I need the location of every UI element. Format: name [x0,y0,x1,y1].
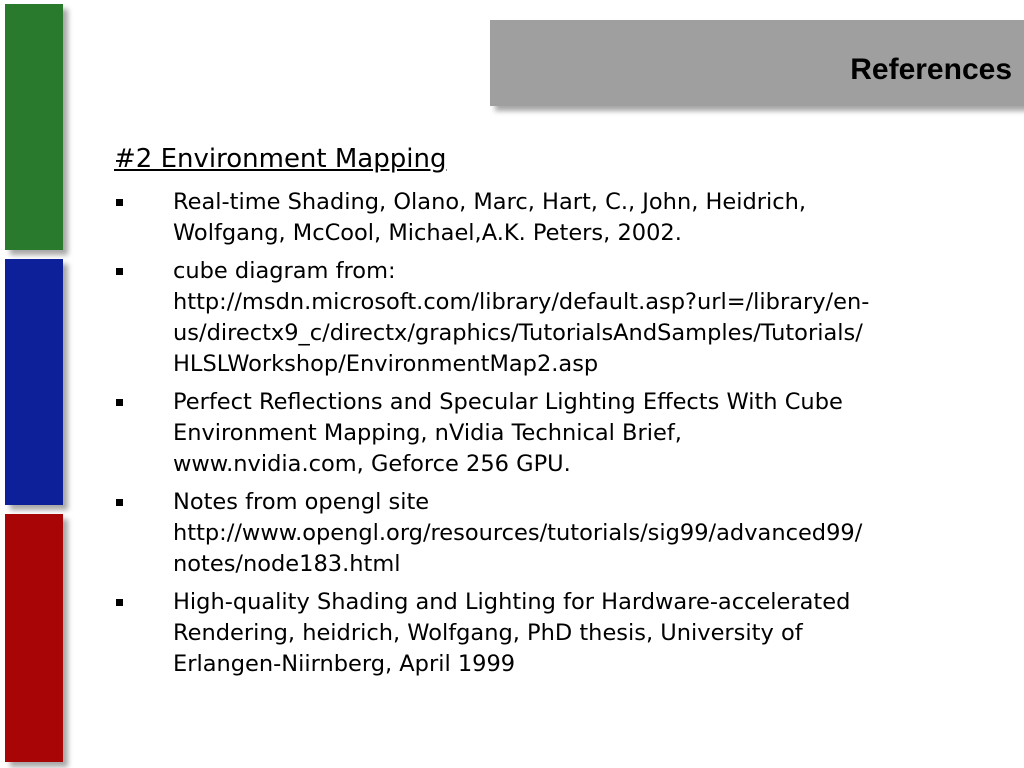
square-bullet-icon [116,599,123,606]
reference-line: Real-time Shading, Olano, Marc, Hart, C., John, Heidrich, [173,189,807,215]
reference-list [112,187,972,687]
reference-item [112,256,972,380]
red-stripe [5,514,63,762]
section-heading: #2 Environment Mapping [114,144,447,174]
title-bar [490,20,1024,106]
reference-line: Perfect Reflections and Specular Lighting Effects With Cube [173,389,843,415]
reference-line: Notes from opengl site [173,489,430,515]
reference-item [112,387,972,480]
square-bullet-icon [116,499,123,506]
reference-line: us/directx9_c/directx/graphics/TutorialsAndSamples/Tutorials/ [173,320,863,346]
square-bullet-icon [116,399,123,406]
reference-line: Erlangen-Niirnberg, April 1999 [173,651,516,677]
reference-item [112,587,972,680]
reference-line: Environment Mapping, nVidia Technical Brief, [173,420,682,446]
reference-line: http://msdn.microsoft.com/library/default.asp?url=/library/en- [173,289,870,315]
reference-item [112,487,972,580]
square-bullet-icon [116,199,123,206]
reference-line: Wolfgang, McCool, Michael,A.K. Peters, 2002. [173,220,682,246]
reference-item [112,187,972,249]
reference-line: HLSLWorkshop/EnvironmentMap2.asp [173,351,599,377]
reference-line: www.nvidia.com, Geforce 256 GPU. [173,451,571,477]
blue-stripe [5,259,63,505]
square-bullet-icon [116,268,123,275]
reference-line: http://www.opengl.org/resources/tutorials/sig99/advanced99/ [173,520,863,546]
reference-line: High-quality Shading and Lighting for Hardware-accelerated [173,589,851,615]
slide-title: References [850,53,1012,86]
green-stripe [5,4,63,250]
reference-line: notes/node183.html [173,551,401,577]
reference-line: Rendering, heidrich, Wolfgang, PhD thesis, University of [173,620,803,646]
reference-line: cube diagram from: [173,258,396,284]
